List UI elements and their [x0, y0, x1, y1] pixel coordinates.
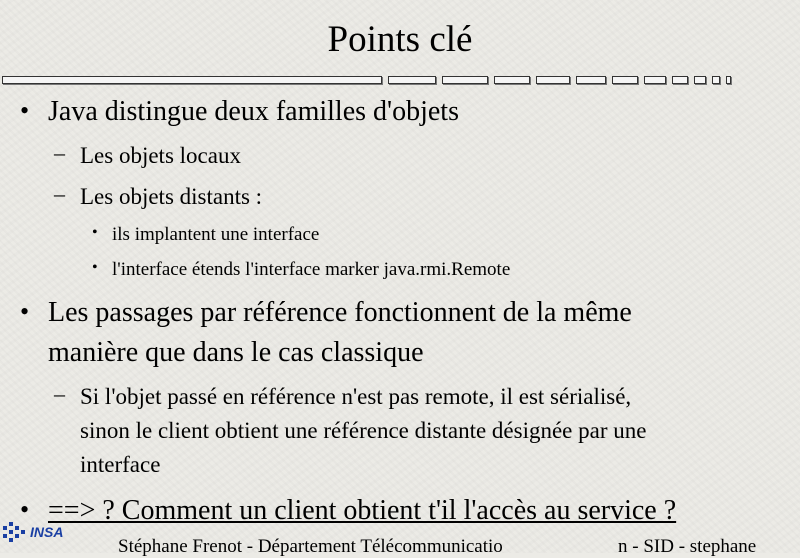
dash-marker: –	[54, 140, 65, 165]
bullet-dot: •	[20, 96, 30, 125]
subitem-remote-objects: Les objets distants :	[80, 184, 263, 209]
bullet-dot: •	[20, 297, 30, 326]
dash-marker: –	[54, 181, 65, 206]
footer-right: n - SID - stephane	[618, 536, 757, 557]
subitem-serialization-line3: interface	[80, 452, 161, 477]
small-bullet-dot: •	[92, 224, 98, 241]
subsubitem-implement-interface: ils implantent une interface	[112, 224, 320, 245]
small-bullet-dot: •	[92, 259, 98, 276]
slide-title: Points clé	[327, 19, 473, 60]
bullet-java-families: Java distingue deux familles d'objets	[48, 96, 459, 127]
subitem-local-objects: Les objets locaux	[80, 143, 241, 168]
subsubitem-remote-marker: l'interface étends l'interface marker java.rmi.Remote	[112, 259, 511, 280]
bullet-pass-by-reference-line2: manière que dans le cas classique	[48, 337, 424, 368]
bullet-dot: •	[20, 495, 30, 524]
bullet-client-access-question: ==> ? Comment un client obtient t'il l'accès au service ?	[48, 495, 677, 526]
insa-logo-text: INSA	[30, 524, 64, 540]
bullet-pass-by-reference-line1: Les passages par référence fonctionnent de la même	[48, 297, 632, 328]
subitem-serialization-line1: Si l'objet passé en référence n'est pas remote, il est sérialisé,	[80, 384, 632, 409]
subitem-serialization-line2: sinon le client obtient une référence distante désignée par une	[80, 418, 647, 443]
dash-marker: –	[54, 381, 65, 406]
title-divider	[0, 76, 800, 86]
footer-author: Stéphane Frenot - Département Télécommunicatio	[118, 536, 503, 557]
